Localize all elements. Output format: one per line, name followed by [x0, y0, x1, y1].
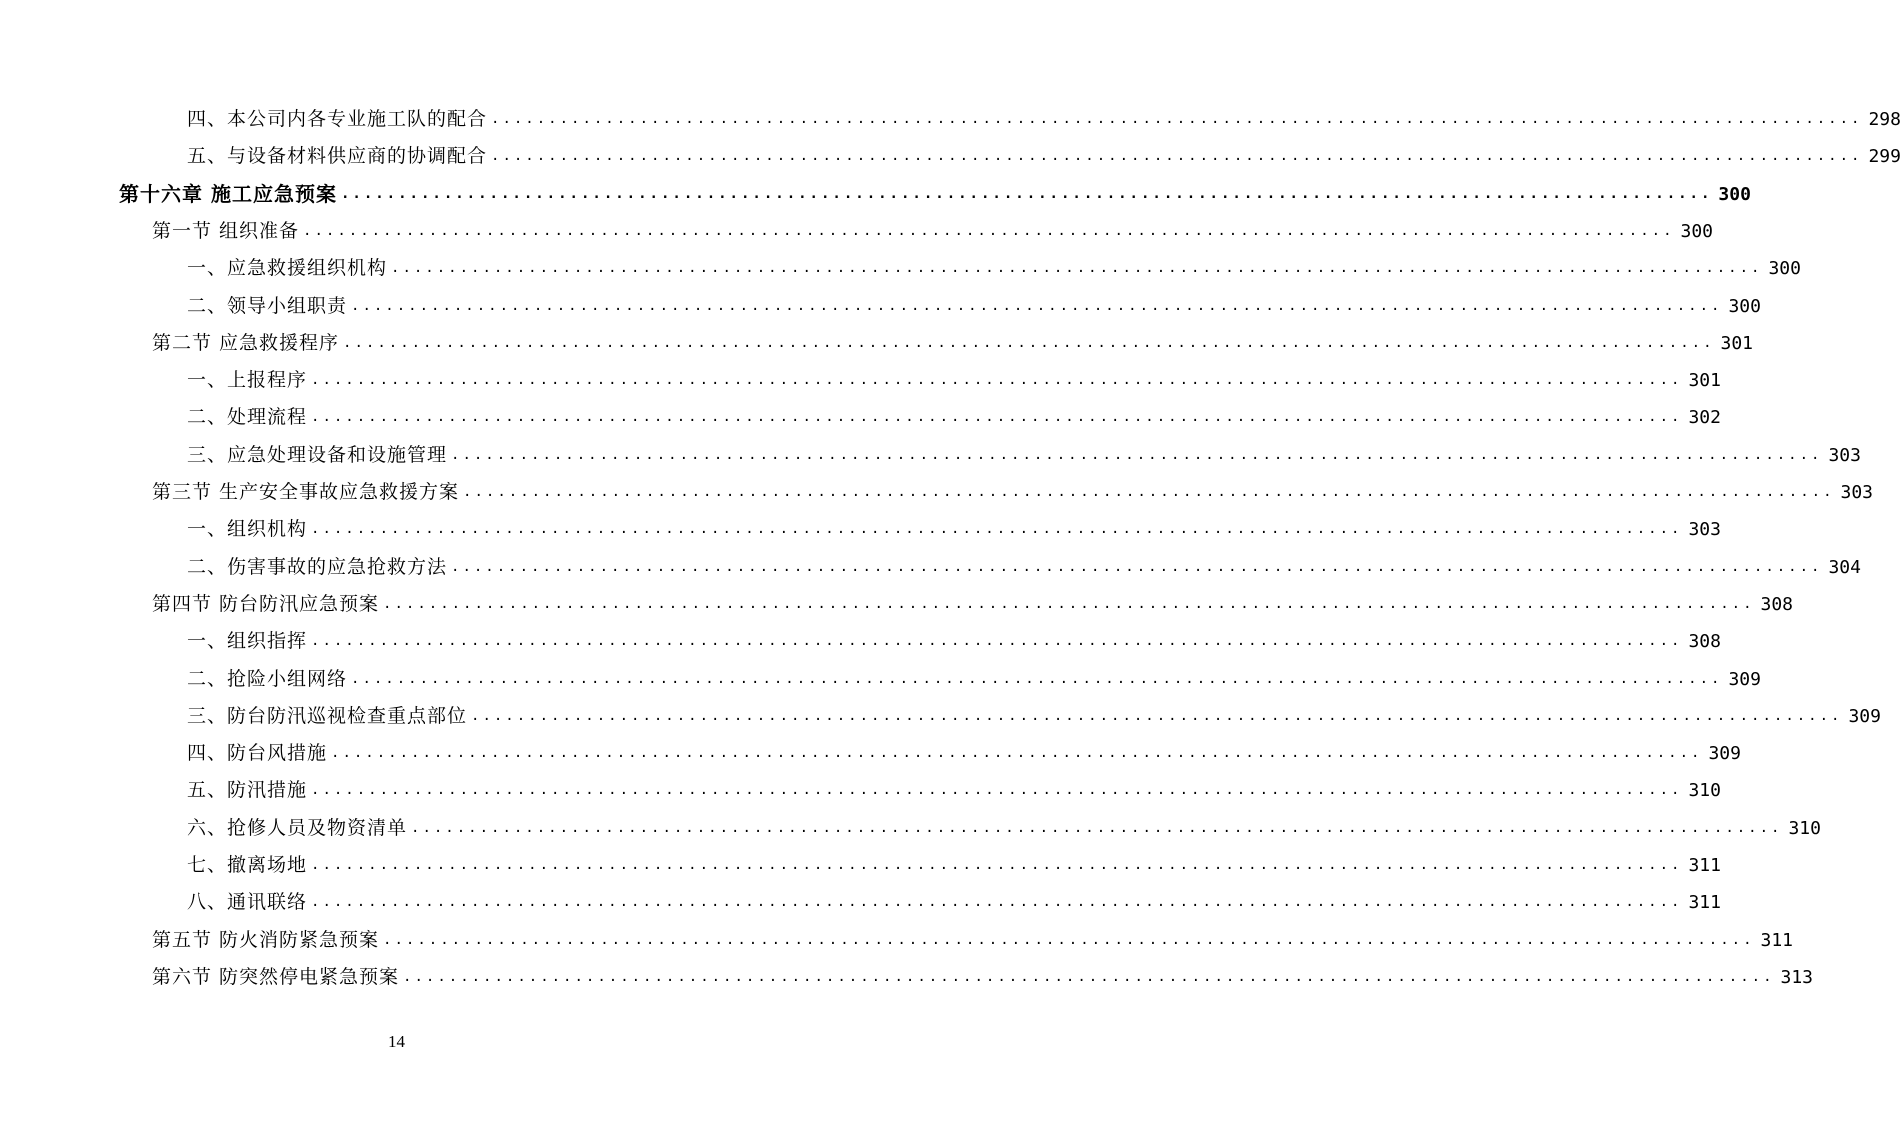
toc-entry-title: 四、防台风措施: [187, 742, 328, 765]
toc-entry-title: 八、通讯联络: [187, 891, 308, 914]
toc-entry-page-number: 311: [1688, 855, 1721, 876]
toc-dot-leader: ........................................................................................................................: [343, 334, 1715, 351]
toc-entry-page-number: 313: [1780, 966, 1814, 988]
toc-entry-title: 四、本公司内各专业施工队的配合: [187, 108, 488, 130]
toc-section-entry[interactable]: [152, 474, 1874, 511]
toc-entry-title: 第三节 生产安全事故应急救援方案: [152, 481, 460, 503]
toc-entry-title: 一、组织机构: [187, 518, 308, 541]
toc-entry-title: 第四节 防台防汛应急预案: [152, 592, 380, 615]
toc-subsection-entry[interactable]: [187, 101, 1901, 138]
toc-entry-title: 七、撤离场地: [187, 854, 308, 876]
toc-dot-leader: ........................................................................................................................: [411, 819, 1783, 836]
toc-dot-leader: ........................................................................................................................: [491, 148, 1863, 165]
toc-subsection-entry[interactable]: [187, 661, 1761, 698]
toc-entry-page-number: 309: [1708, 743, 1741, 765]
toc-dot-leader: ........................................................................................................................: [311, 409, 1683, 426]
toc-dot-leader: ........................................................................................................................: [311, 782, 1683, 799]
toc-subsection-entry[interactable]: [187, 288, 1761, 325]
toc-dot-leader: ........................................................................................................................: [311, 633, 1683, 650]
toc-entry-title: 二、抢险小组网络: [187, 667, 348, 690]
toc-entry-title: 五、与设备材料供应商的协调配合: [187, 145, 488, 168]
toc-entry-title: 第二节 应急救援程序: [152, 331, 340, 354]
toc-subsection-entry[interactable]: [187, 138, 1901, 175]
toc-entry-title: 二、领导小组职责: [187, 294, 348, 317]
toc-entry-title: 三、应急处理设备和设施管理: [187, 443, 448, 466]
toc-entry-page-number: 301: [1688, 370, 1721, 392]
toc-dot-leader: ........................................................................................................................: [383, 595, 1755, 612]
toc-entry-page-number: 299: [1868, 146, 1901, 168]
toc-entry-page-number: 308: [1760, 593, 1794, 615]
toc-subsection-entry[interactable]: [187, 735, 1741, 772]
toc-entry-title: 二、伤害事故的应急抢救方法: [187, 555, 448, 578]
toc-entry-page-number: 303: [1688, 519, 1721, 541]
toc-dot-leader: ........................................................................................................................: [471, 707, 1843, 724]
toc-entry-page-number: 310: [1788, 817, 1821, 839]
toc-entry-title: 第六节 防突然停电紧急预案: [152, 965, 400, 988]
toc-subsection-entry[interactable]: [187, 250, 1801, 287]
toc-dot-leader: ........................................................................................................................: [311, 894, 1683, 911]
toc-entry-page-number: 308: [1688, 631, 1721, 653]
toc-section-entry[interactable]: [152, 959, 1814, 996]
toc-entry-page-number: 309: [1848, 705, 1881, 727]
toc-entry-title: 三、防台防汛巡视检查重点部位: [187, 704, 468, 727]
toc-subsection-entry[interactable]: [187, 810, 1821, 847]
toc-subsection-entry[interactable]: [187, 623, 1721, 660]
toc-chapter-entry[interactable]: [119, 176, 1751, 213]
toc-entry-page-number: 298: [1868, 109, 1901, 130]
toc-entry-title: 一、组织指挥: [187, 630, 308, 653]
toc-subsection-entry[interactable]: [187, 847, 1721, 884]
toc-subsection-entry[interactable]: [187, 399, 1721, 436]
toc-dot-leader: ........................................................................................................................: [463, 484, 1835, 500]
toc-subsection-entry[interactable]: [187, 549, 1861, 586]
toc-entry-title: 二、处理流程: [187, 406, 308, 429]
toc-dot-leader: ........................................................................................................................: [391, 260, 1763, 277]
toc-entry-page-number: 304: [1828, 556, 1861, 578]
toc-dot-leader: ........................................................................................................................: [451, 446, 1823, 463]
toc-entry-page-number: 311: [1688, 892, 1721, 914]
toc-subsection-entry[interactable]: [187, 884, 1721, 921]
toc-subsection-entry[interactable]: [187, 362, 1721, 399]
toc-dot-leader: ........................................................................................................................: [303, 222, 1675, 239]
toc-entry-page-number: 302: [1688, 407, 1721, 429]
toc-entry-page-number: 300: [1680, 220, 1714, 242]
toc-entry-page-number: 309: [1728, 668, 1761, 690]
page-number: 14: [388, 1032, 405, 1051]
toc-dot-leader: ........................................................................................................................: [331, 745, 1703, 762]
toc-dot-leader: ........................................................................................................................: [311, 857, 1683, 873]
toc-dot-leader: ........................................................................................................................: [351, 297, 1723, 314]
toc-dot-leader: ........................................................................................................................: [340, 185, 1713, 202]
toc-dot-leader: ........................................................................................................................: [311, 521, 1683, 538]
toc-subsection-entry[interactable]: [187, 772, 1721, 809]
toc-subsection-entry[interactable]: [187, 437, 1861, 474]
toc-entry-page-number: 311: [1760, 929, 1794, 951]
toc-entry-title: 五、防汛措施: [187, 779, 308, 802]
toc-entry-page-number: 310: [1688, 780, 1721, 802]
toc-dot-leader: ........................................................................................................................: [351, 670, 1723, 687]
toc-entry-page-number: 303: [1828, 444, 1861, 466]
toc-entry-title: 第五节 防火消防紧急预案: [152, 928, 380, 951]
toc-section-entry[interactable]: [152, 325, 1754, 362]
toc-entry-title: 第一节 组织准备: [152, 219, 300, 242]
toc-entry-page-number: 300: [1718, 183, 1751, 205]
toc-entry-page-number: 300: [1768, 258, 1801, 280]
toc-entry-page-number: 300: [1728, 295, 1761, 317]
toc-entry-title: 第十六章 施工应急预案: [119, 181, 337, 206]
toc-subsection-entry[interactable]: [187, 698, 1881, 735]
toc-dot-leader: ........................................................................................................................: [491, 111, 1863, 127]
toc-dot-leader: ........................................................................................................................: [403, 968, 1775, 985]
toc-entry-title: 一、应急救援组织机构: [187, 257, 388, 280]
toc-dot-leader: ........................................................................................................................: [383, 931, 1755, 948]
toc-section-entry[interactable]: [152, 213, 1714, 250]
toc-entry-title: 六、抢修人员及物资清单: [187, 816, 408, 839]
toc-section-entry[interactable]: [152, 586, 1794, 623]
toc-entry-title: 一、上报程序: [187, 369, 308, 392]
toc-section-entry[interactable]: [152, 922, 1794, 959]
toc-dot-leader: ........................................................................................................................: [311, 372, 1683, 389]
toc-entry-page-number: 303: [1840, 482, 1874, 503]
toc-entry-page-number: 301: [1720, 332, 1754, 354]
toc-subsection-entry[interactable]: [187, 511, 1721, 548]
toc-dot-leader: ........................................................................................................................: [451, 558, 1823, 575]
